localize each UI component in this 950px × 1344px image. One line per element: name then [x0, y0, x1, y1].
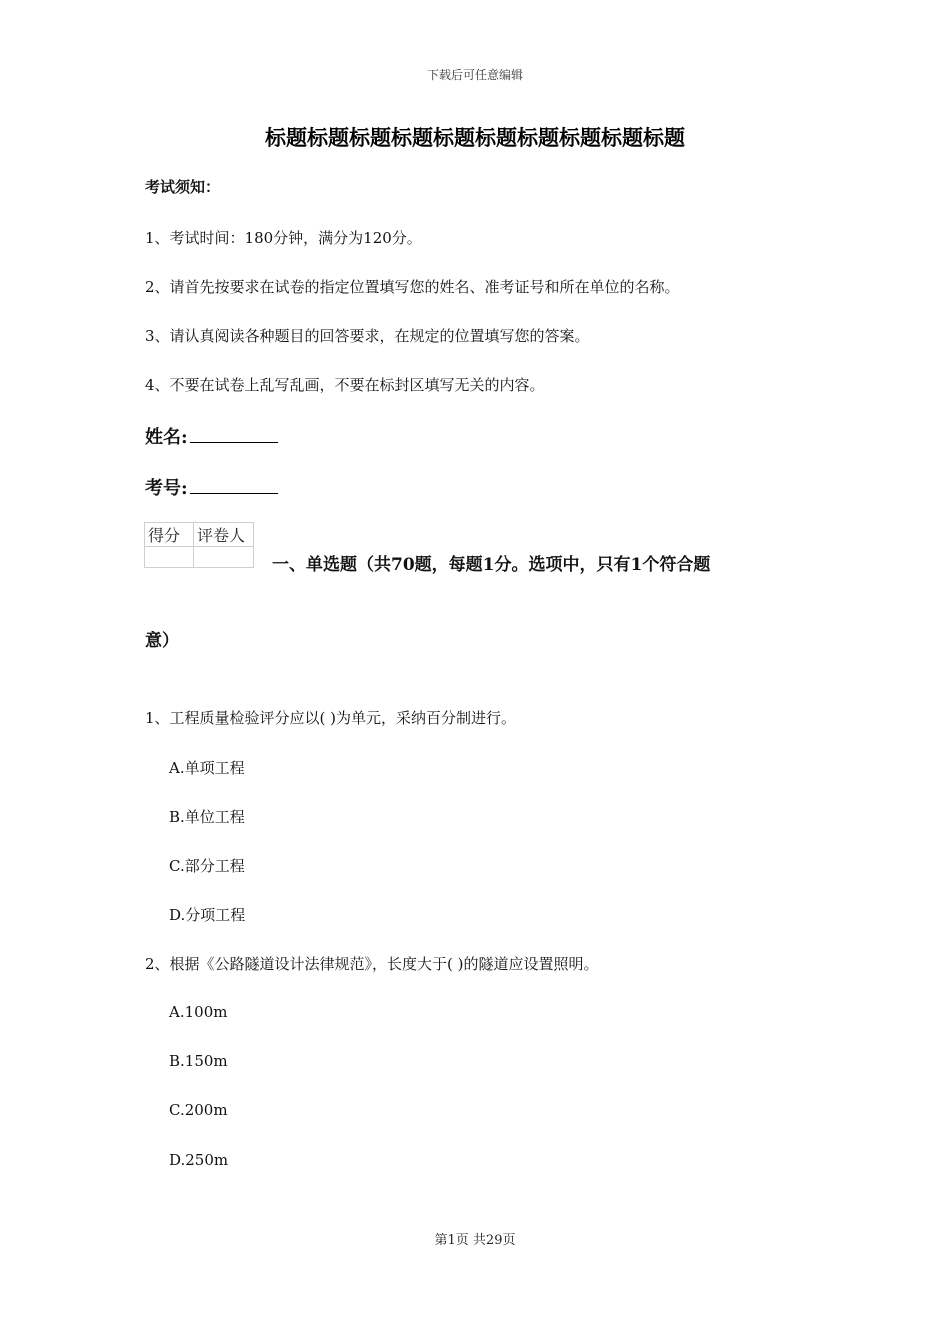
document-title: 标题标题标题标题标题标题标题标题标题标题 [265, 125, 685, 150]
question-option: A.单项工程 [169, 759, 245, 777]
section-title: 一、单选题（共70题，每题1分。选项中，只有1个符合题 [272, 555, 711, 575]
exam-number-label: 考号: [145, 478, 188, 499]
question-option: B.150m [169, 1052, 228, 1070]
notice-item: 3、请认真阅读各种题目的回答要求，在规定的位置填写您的答案。 [145, 327, 590, 345]
score-table-blank-row [145, 547, 254, 568]
score-header-cell: 得分 [145, 523, 194, 547]
question-option: C.部分工程 [169, 857, 245, 875]
grader-blank-cell[interactable] [194, 547, 254, 568]
name-field [145, 423, 278, 449]
question-text: 2、根据《公路隧道设计法律规范》，长度大于( )的隧道应设置照明。 [145, 955, 599, 973]
section-title-continuation: 意） [145, 631, 179, 651]
notice-heading: 考试须知： [145, 178, 221, 196]
question-option: C.200m [169, 1101, 228, 1119]
grader-header-cell: 评卷人 [194, 523, 254, 547]
page-footer: 第1页 共29页 [434, 1233, 516, 1248]
notice-item: 2、请首先按要求在试卷的指定位置填写您的姓名、准考证号和所在单位的名称。 [145, 278, 680, 296]
header-note: 下载后可任意编辑 [426, 68, 523, 82]
question-option: B.单位工程 [169, 808, 245, 826]
score-blank-cell[interactable] [145, 547, 194, 568]
notice-item: 4、不要在试卷上乱写乱画，不要在标封区填写无关的内容。 [145, 376, 545, 394]
name-label: 姓名: [145, 427, 188, 448]
score-table [144, 522, 254, 568]
question-text: 1、工程质量检验评分应以( )为单元，采纳百分制进行。 [145, 709, 517, 727]
question-option: D.250m [169, 1151, 229, 1169]
exam-number-field [145, 474, 278, 500]
exam-number-blank-line[interactable] [190, 475, 278, 494]
notice-item: 1、考试时间：180分钟，满分为120分。 [145, 229, 422, 247]
question-option: A.100m [169, 1003, 228, 1021]
question-option: D.分项工程 [169, 906, 246, 924]
name-blank-line[interactable] [190, 424, 278, 443]
score-table-header-row [145, 523, 254, 547]
